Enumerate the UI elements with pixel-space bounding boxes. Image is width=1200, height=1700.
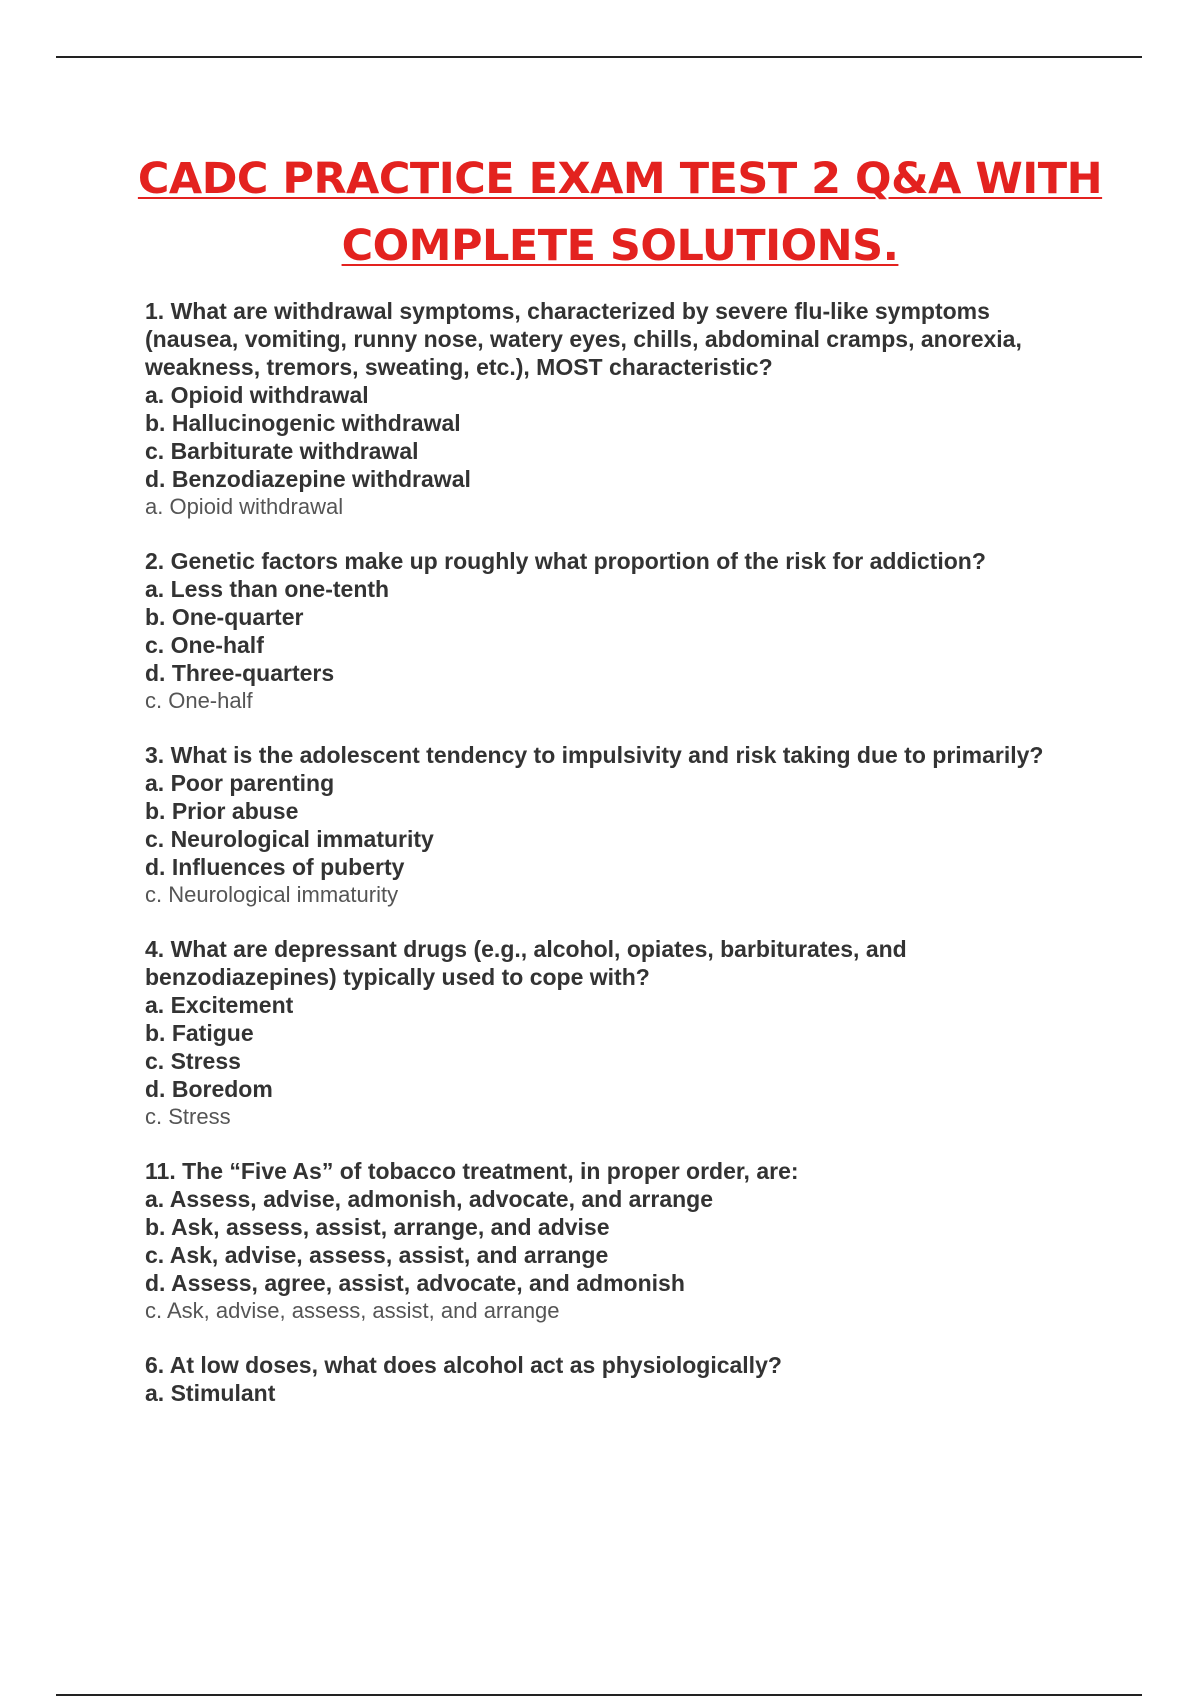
answer-option: d. Three-quarters: [145, 660, 335, 686]
answer-option: b. Prior abuse: [145, 798, 299, 824]
question-stem: 1. What are withdrawal symptoms, characterized by severe flu-like symptoms (nausea, vomiting, runny nose, watery eyes, chills, abdominal cramps, anorexia, weakness, tremors, sweating, etc.), MOST characteristic?: [145, 298, 1022, 380]
answer-option: b. Fatigue: [145, 1020, 254, 1046]
answer-option: c. Stress: [145, 1048, 241, 1074]
correct-answer: c. Ask, advise, assess, assist, and arrange: [145, 1298, 560, 1323]
answer-option: a. Less than one-tenth: [145, 576, 390, 602]
question-stem: 4. What are depressant drugs (e.g., alcohol, opiates, barbiturates, and benzodiazepines) typically used to cope with?: [145, 936, 907, 990]
answer-option: b. One-quarter: [145, 604, 304, 630]
question-list: [145, 297, 1085, 1433]
question-stem: 3. What is the adolescent tendency to impulsivity and risk taking due to primarily?: [145, 742, 1044, 768]
question-stem: 11. The “Five As” of tobacco treatment, in proper order, are:: [145, 1158, 799, 1184]
question-block: [145, 1157, 1085, 1325]
answer-option: b. Hallucinogenic withdrawal: [145, 410, 461, 436]
answer-option: a. Excitement: [145, 992, 294, 1018]
document-title: [100, 146, 1140, 280]
question-block: [145, 1351, 1085, 1407]
answer-option: a. Stimulant: [145, 1380, 276, 1406]
question-block: [145, 297, 1085, 521]
answer-option: d. Influences of puberty: [145, 854, 405, 880]
correct-answer: c. One-half: [145, 688, 253, 713]
title-line-1: CADC PRACTICE EXAM TEST 2 Q&A WITH: [137, 154, 1103, 204]
answer-option: a. Opioid withdrawal: [145, 382, 369, 408]
correct-answer: c. Stress: [145, 1104, 231, 1129]
answer-option: c. Ask, advise, assess, assist, and arrange: [145, 1242, 609, 1268]
correct-answer: c. Neurological immaturity: [145, 882, 399, 907]
correct-answer: a. Opioid withdrawal: [145, 494, 344, 519]
question-stem: 2. Genetic factors make up roughly what proportion of the risk for addiction?: [145, 548, 986, 574]
answer-option: d. Boredom: [145, 1076, 273, 1102]
answer-option: c. Barbiturate withdrawal: [145, 438, 419, 464]
answer-option: c. Neurological immaturity: [145, 826, 434, 852]
answer-option: d. Assess, agree, assist, advocate, and admonish: [145, 1270, 685, 1296]
question-block: [145, 741, 1085, 909]
question-block: [145, 935, 1085, 1131]
answer-option: b. Ask, assess, assist, arrange, and advise: [145, 1214, 610, 1240]
bottom-rule: [56, 1694, 1142, 1696]
answer-option: a. Poor parenting: [145, 770, 335, 796]
title-line-2: COMPLETE SOLUTIONS.: [341, 221, 899, 271]
answer-option: a. Assess, advise, admonish, advocate, and arrange: [145, 1186, 714, 1212]
question-block: [145, 547, 1085, 715]
answer-option: d. Benzodiazepine withdrawal: [145, 466, 471, 492]
answer-option: c. One-half: [145, 632, 264, 658]
top-rule: [56, 56, 1142, 58]
question-stem: 6. At low doses, what does alcohol act as physiologically?: [145, 1352, 782, 1378]
